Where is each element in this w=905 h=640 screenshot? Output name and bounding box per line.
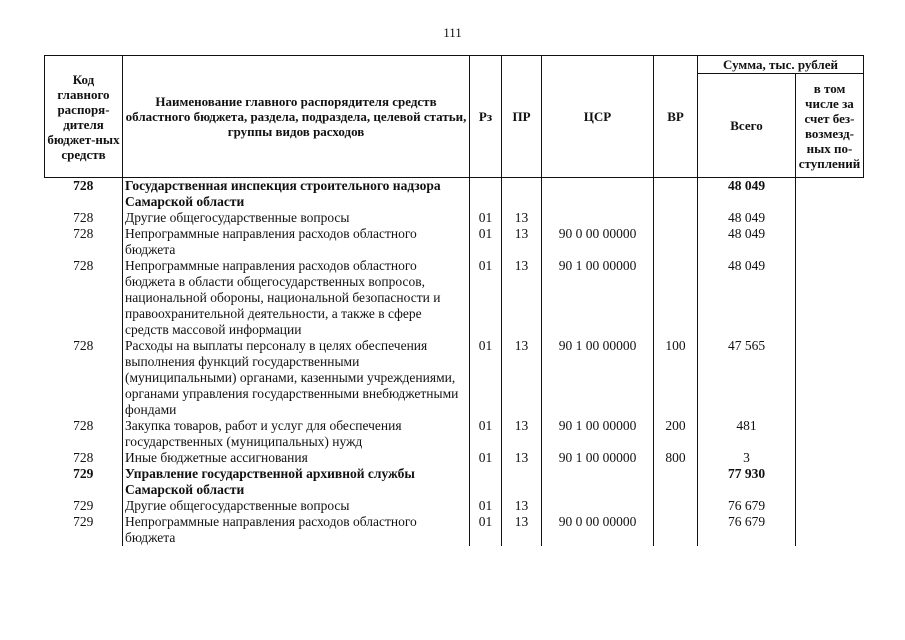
cell-name: Другие общегосударственные вопросы: [123, 498, 470, 514]
table-row: [45, 450, 864, 466]
cell-grants: [796, 178, 864, 211]
cell-name: Непрограммные направления расходов областного бюджета: [123, 226, 470, 258]
table-row: [45, 338, 864, 418]
cell-csr: 90 0 00 00000: [542, 514, 654, 546]
cell-csr: 90 1 00 00000: [542, 450, 654, 466]
cell-total: 48 049: [698, 210, 796, 226]
cell-code: 728: [73, 258, 94, 273]
cell-grants: [796, 258, 864, 338]
page-number: 111: [443, 25, 462, 40]
cell-rz: [470, 178, 502, 211]
cell-code: 729: [73, 514, 94, 529]
cell-pr: 13: [502, 338, 542, 418]
cell-csr: [542, 498, 654, 514]
table-row: [45, 226, 864, 258]
cell-pr: 13: [502, 498, 542, 514]
header-csr: ЦСР: [542, 56, 654, 178]
cell-vr: [654, 498, 698, 514]
cell-vr: 100: [654, 338, 698, 418]
cell-rz: 01: [470, 210, 502, 226]
cell-total: 77 930: [698, 466, 796, 498]
budget-table: [44, 55, 864, 546]
cell-rz: [470, 466, 502, 498]
cell-rz: 01: [470, 258, 502, 338]
cell-grants: [796, 514, 864, 546]
cell-pr: 13: [502, 418, 542, 450]
cell-rz: 01: [470, 514, 502, 546]
cell-rz: 01: [470, 338, 502, 418]
cell-name: Непрограммные направления расходов областного бюджета: [123, 514, 470, 546]
header-grants: в том числе за счет без-возмезд-ных по-ступлений: [796, 74, 864, 178]
cell-vr: [654, 210, 698, 226]
header-pr: ПР: [502, 56, 542, 178]
header-vr: ВР: [654, 56, 698, 178]
cell-vr: [654, 226, 698, 258]
header-total: Всего: [698, 74, 796, 178]
cell-vr: 200: [654, 418, 698, 450]
cell-rz: 01: [470, 450, 502, 466]
cell-pr: [502, 178, 542, 211]
table-body: [45, 178, 864, 547]
cell-name: Государственная инспекция строительного надзора Самарской области: [123, 178, 470, 211]
cell-grants: [796, 210, 864, 226]
cell-name: Закупка товаров, работ и услуг для обеспечения государственных (муниципальных) нужд: [123, 418, 470, 450]
cell-rz: 01: [470, 498, 502, 514]
cell-grants: [796, 418, 864, 450]
cell-total: 48 049: [698, 178, 796, 211]
cell-pr: 13: [502, 210, 542, 226]
cell-code: 728: [73, 210, 94, 225]
cell-code: 728: [73, 338, 94, 353]
cell-name: Расходы на выплаты персоналу в целях обеспечения выполнения функций государственными (муниципальными) органами, казенными учреждениями, органами управления государственными внебюджетными фондами: [123, 338, 470, 418]
cell-pr: 13: [502, 226, 542, 258]
cell-code: 728: [73, 178, 94, 193]
cell-grants: [796, 450, 864, 466]
cell-grants: [796, 498, 864, 514]
cell-csr: [542, 210, 654, 226]
header-code: Код главного распоря-дителя бюджет-ных средств: [45, 56, 123, 178]
cell-code: 729: [73, 498, 94, 513]
table-row: [45, 498, 864, 514]
header-name: Наименование главного распорядителя средств областного бюджета, раздела, подраздела, целевой статьи, группы видов расходов: [123, 56, 470, 178]
cell-csr: [542, 466, 654, 498]
cell-csr: 90 0 00 00000: [542, 226, 654, 258]
cell-rz: 01: [470, 226, 502, 258]
cell-vr: [654, 514, 698, 546]
cell-total: 3: [698, 450, 796, 466]
cell-total: 76 679: [698, 498, 796, 514]
cell-grants: [796, 226, 864, 258]
cell-grants: [796, 466, 864, 498]
table-row: [45, 258, 864, 338]
cell-total: 76 679: [698, 514, 796, 546]
cell-name: Управление государственной архивной службы Самарской области: [123, 466, 470, 498]
cell-code: 729: [73, 466, 94, 481]
cell-pr: 13: [502, 258, 542, 338]
cell-csr: [542, 178, 654, 211]
cell-total: 47 565: [698, 338, 796, 418]
cell-code: 728: [73, 418, 94, 433]
cell-total: 481: [698, 418, 796, 450]
cell-pr: 13: [502, 450, 542, 466]
cell-vr: [654, 466, 698, 498]
header-sum: Сумма, тыс. рублей: [698, 56, 864, 74]
cell-vr: [654, 178, 698, 211]
table-row: [45, 514, 864, 546]
cell-grants: [796, 338, 864, 418]
cell-rz: 01: [470, 418, 502, 450]
cell-pr: [502, 466, 542, 498]
cell-csr: 90 1 00 00000: [542, 338, 654, 418]
cell-vr: 800: [654, 450, 698, 466]
table-row: [45, 210, 864, 226]
cell-name: Другие общегосударственные вопросы: [123, 210, 470, 226]
cell-total: 48 049: [698, 226, 796, 258]
cell-pr: 13: [502, 514, 542, 546]
cell-csr: 90 1 00 00000: [542, 418, 654, 450]
cell-code: 728: [73, 450, 94, 465]
header-rz: Рз: [470, 56, 502, 178]
table-row: [45, 418, 864, 450]
cell-name: Иные бюджетные ассигнования: [123, 450, 470, 466]
cell-total: 48 049: [698, 258, 796, 338]
cell-name: Непрограммные направления расходов областного бюджета в области общегосударственных вопросов, национальной обороны, национальной безопасности и правоохранительной деятельности, а также в сфере средств массовой информации: [123, 258, 470, 338]
table-header: [45, 56, 864, 178]
cell-vr: [654, 258, 698, 338]
table-row: [45, 466, 864, 498]
cell-csr: 90 1 00 00000: [542, 258, 654, 338]
cell-code: 728: [73, 226, 94, 241]
table-row: [45, 178, 864, 211]
